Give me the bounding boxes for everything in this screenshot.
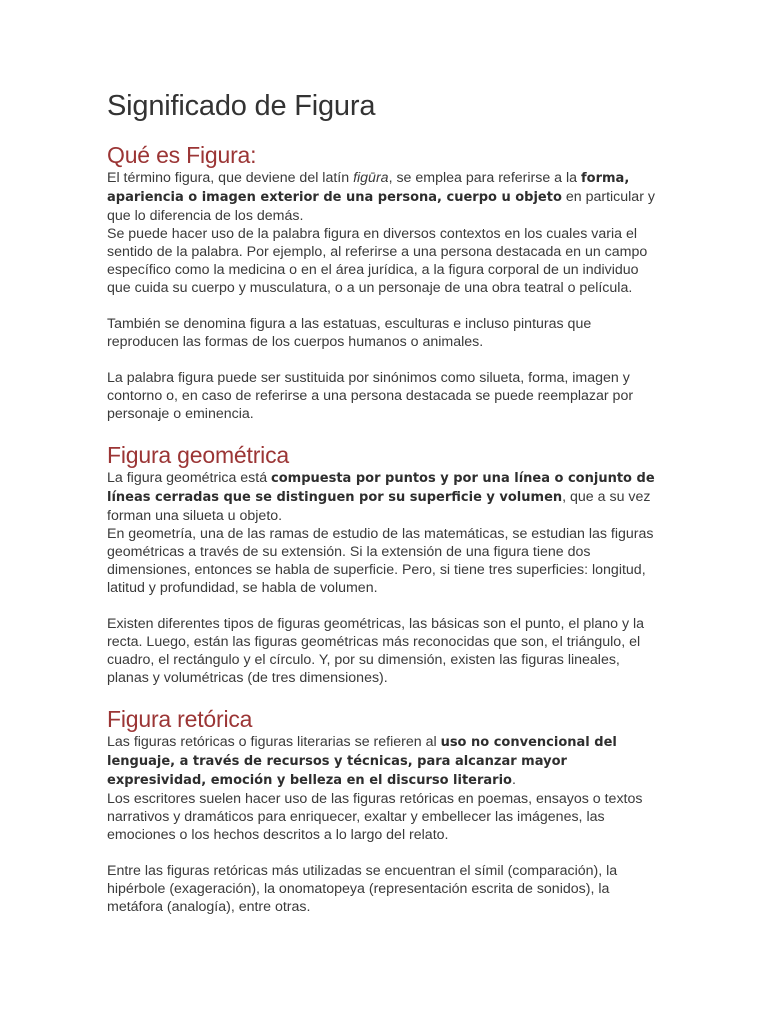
page-title: Significado de Figura xyxy=(107,90,376,122)
paragraph-statues: También se denomina figura a las estatuas, esculturas e incluso pinturas que reproducen las formas de los cuerpos humanos o animales. xyxy=(107,316,592,350)
bold-phrase: uso no convencional del lenguaje, a través de recursos y técnicas, para alcanzar mayor expresividad, emoción y belleza en el discurso literario xyxy=(107,735,617,788)
paragraph-contexts: Se puede hacer uso de la palabra figura en diversos contextos en los cuales varia el sentido de la palabra. Por ejemplo, al referirse a una persona destacada en un campo específico como la medicina o en el área jurídica, a la figura corporal de un individuo que cuida su cuerpo y musculatura, o a un personaje de una obra teatral o película. xyxy=(107,226,648,296)
text-run: en particular y que lo diferencia de los demás. xyxy=(107,189,655,224)
document-page xyxy=(107,88,663,916)
italic-term: figūra xyxy=(353,170,389,186)
text-run: , que a su vez forman una silueta u objeto. xyxy=(107,489,651,524)
text-run: . xyxy=(511,772,516,788)
paragraph-definition xyxy=(107,169,663,225)
paragraph-rhetoric-definition xyxy=(107,733,663,790)
section-heading-que-es-figura: Qué es Figura: xyxy=(107,142,257,168)
paragraph-rhetoric-examples: Entre las figuras retóricas más utilizadas se encuentran el símil (comparación), la hipérbole (exageración), la onomatopeya (representación escrita de sonidos), la metáfora (analogía), entre otras. xyxy=(107,863,618,915)
paragraph-geometric-types: Existen diferentes tipos de figuras geométricas, las básicas son el punto, el plano y la recta. Luego, están las figuras geométricas más reconocidas que son, el triángulo, el cuadro, el rectángulo y el círculo. Y, por su dimensión, existen las figuras lineales, planas y volumétricas (de tres dimensiones). xyxy=(107,616,645,686)
bold-phrase: forma, apariencia o imagen exterior de una persona, cuerpo u objeto xyxy=(107,171,630,205)
text-run: Las figuras retóricas o figuras literarias se refieren al xyxy=(107,734,441,750)
text-run: La figura geométrica está xyxy=(107,470,272,486)
bold-phrase: compuesta por puntos y por una línea o conjunto de líneas cerradas que se distinguen por su superficie y volumen xyxy=(107,471,655,505)
text-run: El término figura, que deviene del latín xyxy=(107,170,354,186)
section-heading-figura-retorica: Figura retórica xyxy=(107,706,253,732)
section-heading-figura-geometrica: Figura geométrica xyxy=(107,442,289,468)
paragraph-writers: Los escritores suelen hacer uso de las figuras retóricas en poemas, ensayos o textos narrativos y dramáticos para enriquecer, exaltar y embellecer las imágenes, las emociones o los hechos descritos a lo largo del relato. xyxy=(107,791,643,843)
paragraph-geometry-study: En geometría, una de las ramas de estudio de las matemáticas, se estudian las figuras geométricas a través de su extensión. Si la extensión de una figura tiene dos dimensiones, entonces se habla de superficie. Pero, si tiene tres superficies: longitud, latitud y profundidad, se habla de volumen. xyxy=(107,526,654,596)
paragraph-geometric-definition xyxy=(107,469,663,525)
paragraph-synonyms: La palabra figura puede ser sustituida por sinónimos como silueta, forma, imagen y contorno o, en caso de referirse a una persona destacada se puede reemplazar por personaje o eminencia. xyxy=(107,370,634,422)
text-run: , se emplea para referirse a la xyxy=(388,170,581,186)
